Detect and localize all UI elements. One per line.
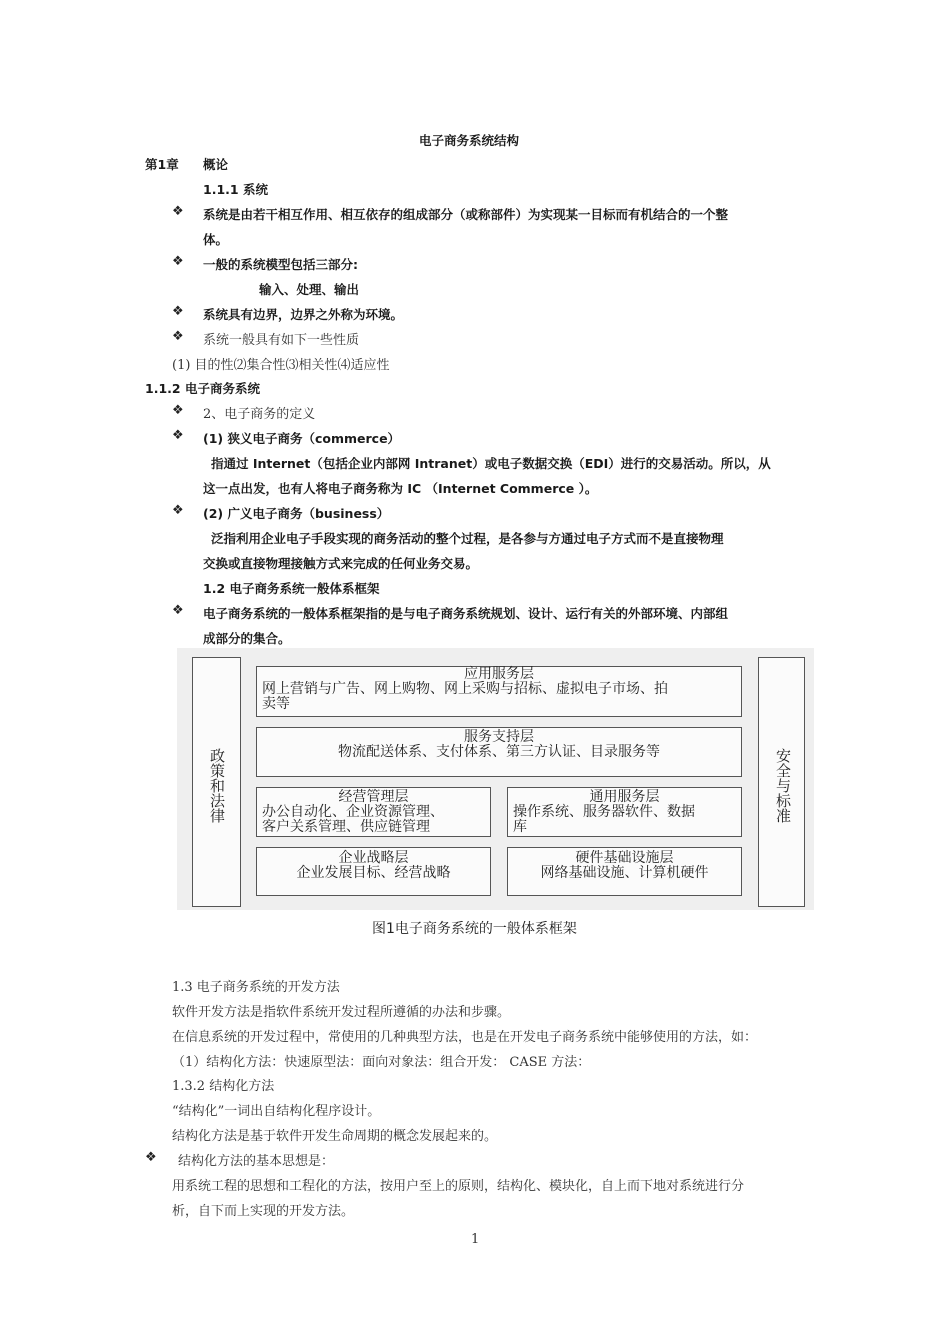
bullet-diamond-icon: ❖ <box>172 603 184 618</box>
ecommerce-definition-heading: 2、电子商务的定义 <box>203 407 316 422</box>
section-1-3-2-heading: 1.3.2 结构化方法 <box>172 1079 275 1094</box>
framework-diagram <box>177 648 814 946</box>
enterprise-strategy-line1: 企业发展目标、经营战略 <box>296 865 451 881</box>
bullet-diamond-icon: ❖ <box>172 403 184 418</box>
bullet-diamond-icon: ❖ <box>172 428 184 443</box>
system-properties-intro: 系统一般具有如下一些性质 <box>203 333 360 348</box>
framework-definition-line1: 电子商务系统的一般体系框架指的是与电子商务系统规划、设计、运行有关的外部环境、内部组 <box>203 606 729 621</box>
dev-methods-intro: 在信息系统的开发过程中，常使用的几种典型方法，也是在开发电子商务系统中能够使用的方法，如： <box>172 1030 758 1045</box>
page-number: 1 <box>471 1232 480 1247</box>
application-layer-line1: 网上营销与广告、网上购物、网上采购与招标、虚拟电子市场、拍 <box>262 681 668 697</box>
business-management-line2: 客户关系管理、供应链管理 <box>262 819 430 835</box>
system-definition-line1: 系统是由若干相互作用、相互依存的组成部分（或称部件）为实现某一目标而有机结合的一个整 <box>203 207 729 222</box>
chapter-title: 概论 <box>203 157 229 172</box>
dev-method-definition: 软件开发方法是指软件系统开发过程所遵循的办法和步骤。 <box>172 1005 511 1020</box>
figure-caption: 图1电子商务系统的一般体系框架 <box>372 921 577 937</box>
broad-ecommerce-heading: (2) 广义电子商务（business） <box>203 506 390 521</box>
structured-origin-text: “结构化”一词出自结构化程序设计。 <box>172 1104 381 1119</box>
bullet-diamond-icon: ❖ <box>172 204 184 219</box>
section-1-2-heading: 1.2 电子商务系统一般体系框架 <box>203 581 380 596</box>
business-management-layer <box>256 787 491 837</box>
hardware-infrastructure-title: 硬件基础设施层 <box>575 850 674 866</box>
general-service-title: 通用服务层 <box>589 789 660 805</box>
business-management-line1: 办公自动化、企业资源管理、 <box>262 804 444 820</box>
general-service-layer <box>507 787 742 837</box>
section-1-1-1-heading: 1.1.1 系统 <box>203 182 268 197</box>
system-model-text: 一般的系统模型包括三部分: <box>203 257 358 272</box>
policy-law-label: 政策和法律 <box>208 748 226 823</box>
general-service-line1: 操作系统、服务器软件、数据 <box>513 804 695 820</box>
system-model-parts: 输入、处理、输出 <box>259 282 360 297</box>
enterprise-strategy-title: 企业战略层 <box>338 850 409 866</box>
application-layer-title: 应用服务层 <box>464 666 534 682</box>
service-support-line1: 物流配送体系、支付体系、第三方认证、目录服务等 <box>338 744 660 760</box>
page-title: 电子商务系统结构 <box>419 133 520 148</box>
broad-ecommerce-line1: 泛指利用企业电子手段实现的商务活动的整个过程，是各参与方通过电子方式而不是直接物理 <box>211 531 724 546</box>
structured-idea-line1: 用系统工程的思想和工程化的方法，按用户至上的原则，结构化、模块化，自上而下地对系统进行分 <box>172 1179 745 1194</box>
section-1-1-2-heading: 1.1.2 电子商务系统 <box>145 381 260 396</box>
narrow-ecommerce-line1: 指通过 Internet（包括企业内部网 Intranet）或电子数据交换（EDI）进行的交易活动。所以，从 <box>211 456 771 471</box>
hardware-infrastructure-layer <box>507 847 742 896</box>
structured-idea-line2: 析，自下而上实现的开发方法。 <box>172 1204 355 1219</box>
section-1-3-heading: 1.3 电子商务系统的开发方法 <box>172 980 340 995</box>
system-definition-line2: 体。 <box>203 232 229 247</box>
framework-definition-line2: 成部分的集合。 <box>203 631 291 646</box>
structured-lifecycle-text: 结构化方法是基于软件开发生命周期的概念发展起来的。 <box>172 1129 498 1144</box>
bullet-diamond-icon: ❖ <box>172 329 184 344</box>
hardware-infrastructure-line1: 网络基础设施、计算机硬件 <box>540 865 709 881</box>
figure-caption-bar <box>177 910 814 946</box>
system-boundary-text: 系统具有边界，边界之外称为环境。 <box>203 307 404 322</box>
application-service-layer <box>256 666 742 717</box>
bullet-diamond-icon: ❖ <box>172 254 184 269</box>
system-properties-list: (1) 目的性⑵集合性⑶相关性⑷适应性 <box>172 358 390 373</box>
bullet-diamond-icon: ❖ <box>172 304 184 319</box>
bullet-diamond-icon: ❖ <box>145 1150 157 1165</box>
bullet-diamond-icon: ❖ <box>172 503 184 518</box>
dev-methods-list: （1）结构化方法：快速原型法：面向对象法：组合开发： CASE 方法： <box>172 1055 591 1070</box>
service-support-layer <box>256 727 742 777</box>
general-service-line2: 库 <box>513 819 527 835</box>
security-standards-label: 安全与标准 <box>774 748 792 823</box>
application-layer-line2: 卖等 <box>262 696 290 712</box>
broad-ecommerce-line2: 交换或直接物理接触方式来完成的任何业务交易。 <box>203 556 479 571</box>
chapter-number: 第1章 <box>145 157 179 172</box>
enterprise-strategy-layer <box>256 847 491 896</box>
narrow-ecommerce-heading: (1) 狭义电子商务（commerce） <box>203 431 401 446</box>
narrow-ecommerce-line2: 这一点出发，也有人将电子商务称为 IC （Internet Commerce ）。 <box>203 481 598 496</box>
service-support-title: 服务支持层 <box>464 729 534 745</box>
structured-idea-heading: 结构化方法的基本思想是： <box>178 1154 335 1169</box>
business-management-title: 经营管理层 <box>338 789 409 805</box>
